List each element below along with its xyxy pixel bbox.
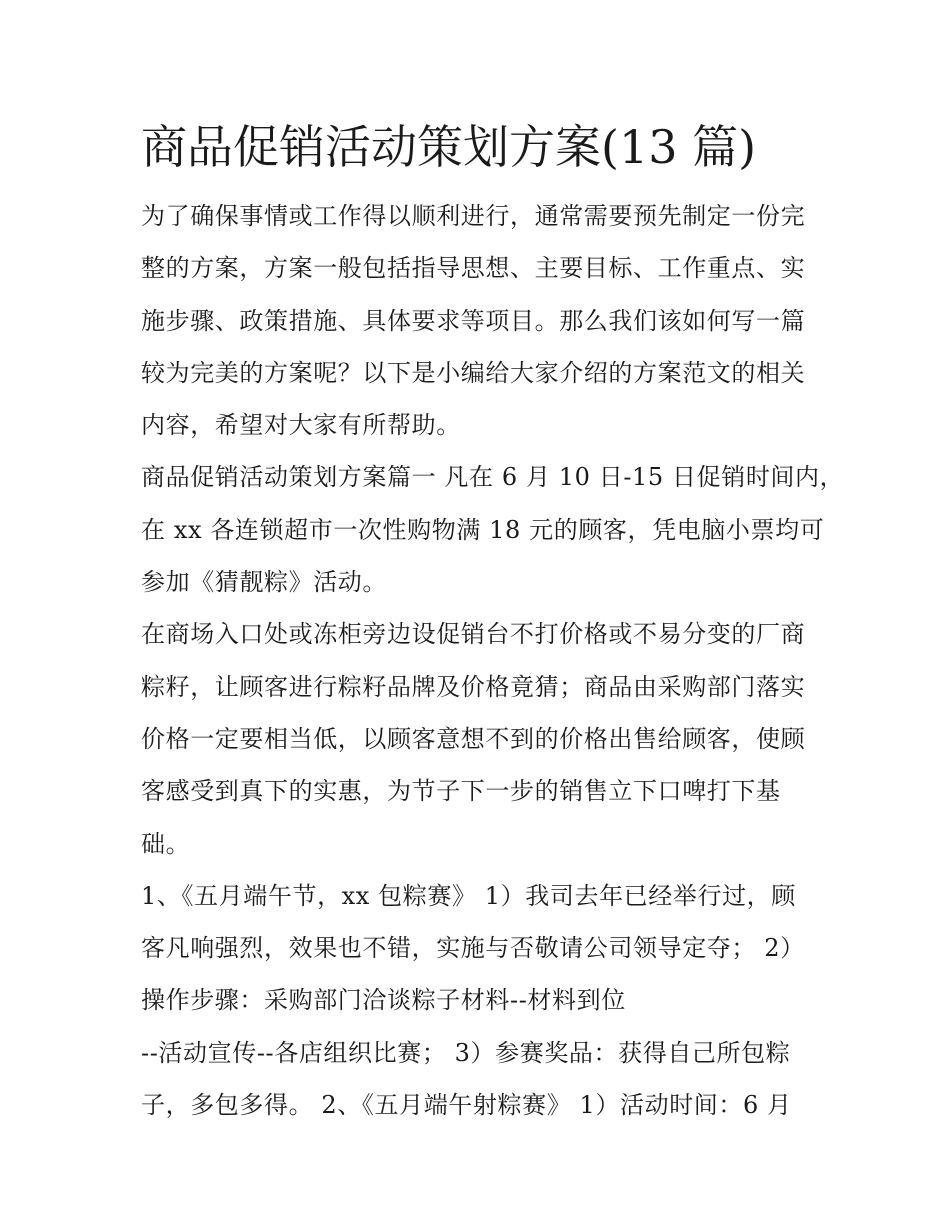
text-line: --活动宣传--各店组织比赛； 3）参赛奖品：获得自己所包粽: [141, 1038, 791, 1067]
text-line: 在商场入口处或冻柜旁边设促销台不打价格或不易分变的厂商: [141, 620, 806, 649]
text-line: 为了确保事情或工作得以顺利进行，通常需要预先制定一份完: [141, 202, 806, 230]
text-line: 在 xx 各连锁超市一次性购物满 18 元的顾客，凭电脑小票均可: [141, 515, 825, 544]
text-line: 础。: [141, 829, 191, 858]
text-line: 1、《五月端午节，xx 包粽赛》 1）我司去年已经举行过，顾: [141, 881, 796, 910]
text-line: 商品促销活动策划方案篇一 凡在 6 月 10 日-15 日促销时间内，: [141, 463, 845, 492]
text-line: 整的方案，方案一般包括指导思想、主要目标、工作重点、实: [141, 254, 806, 283]
document-body: [141, 118, 845, 1131]
text-line: 参加《猜靓粽》活动。: [141, 568, 387, 597]
text-line: 施步骤、政策措施、具体要求等项目。那么我们该如何写一篇: [141, 306, 806, 335]
text-line: 子，多包多得。 2、《五月端午射粽赛》 1）活动时间：6 月: [141, 1091, 792, 1120]
text-line: 较为完美的方案呢？以下是小编给大家介绍的方案范文的相关: [141, 358, 806, 387]
text-line: 客凡响强烈，效果也不错，实施与否敬请公司领导定夺； 2）: [141, 934, 805, 963]
text-line: 粽籽，让顾客进行粽籽品牌及价格竟猜；商品由采购部门落实: [141, 672, 806, 701]
text-line: 价格一定要相当低，以顾客意想不到的价格出售给顾客，使顾: [141, 724, 806, 753]
text-line: 操作步骤：采购部门洽谈粽子材料--材料到位: [141, 986, 626, 1015]
document-title: 商品促销活动策划方案(13 篇): [141, 120, 757, 174]
text-line: 客感受到真下的实惠，为节子下一步的销售立下口啤打下基: [141, 777, 781, 806]
text-line: 内容，希望对大家有所帮助。: [141, 411, 461, 440]
